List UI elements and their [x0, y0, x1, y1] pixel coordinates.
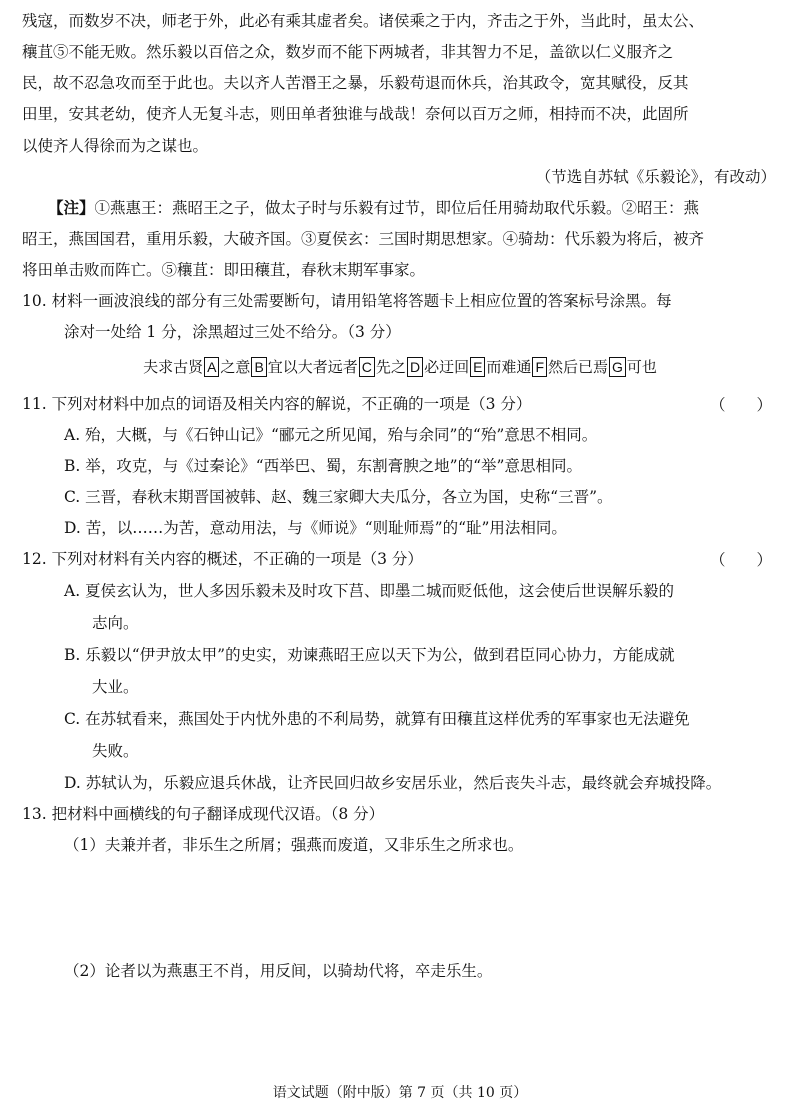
q10-segment: 宜以大者远者	[267, 358, 358, 376]
q10-stem-line-2: 涂对一处给 1 分，涂黑超过三处不给分。（3 分）	[64, 323, 401, 341]
q12-answer-paren[interactable]: （ ）	[709, 551, 772, 569]
passage-line-3: 民，故不忍急攻而至于此也。夫以齐人苦湣王之暴，乐毅苟退而休兵，治其政令，宽其赋役，反其	[22, 74, 689, 92]
q10-segment: 可也	[626, 358, 657, 376]
q10-marker-a[interactable]: A	[204, 357, 219, 377]
passage-source: （节选自苏轼《乐毅论》，有改动）	[535, 168, 776, 186]
q10-marker-g[interactable]: G	[609, 357, 626, 377]
q10-segment: 而难通	[486, 358, 532, 376]
passage-line-1: 残寇，而数岁不决，师老于外，此必有乘其虚者矣。诸侯乘之于内，齐击之于外，当此时，虽太公、	[22, 12, 705, 30]
passage-line-4: 田里，安其老幼，使齐人无复斗志，则田单者独谁与战哉！奈何以百万之师，相持而不决，此固所	[22, 105, 689, 123]
q11-option-d: D. 苦，以……为苦，意动用法，与《师说》“则耻师焉”的“耻”用法相同。	[64, 519, 567, 537]
notes-line-2: 昭王，燕国国君，重用乐毅，大破齐国。③夏侯玄：三国时期思想家。④骑劫：代乐毅为将后，被齐	[22, 230, 705, 248]
passage-line-2: 穰苴⑤不能无败。然乐毅以百倍之众，数岁而不能下两城者，非其智力不足，盖欲以仁义服齐之	[22, 43, 674, 61]
q10-segment: 之意	[220, 358, 251, 376]
q10-marker-e[interactable]: E	[470, 357, 485, 377]
q12-option-b-line-2: 大业。	[92, 678, 139, 696]
page-footer: 语文试题（附中版）第 7 页（共 10 页）	[272, 1085, 528, 1101]
q10-marker-b[interactable]: B	[251, 357, 266, 377]
q12-option-b-line-1: B. 乐毅以“伊尹放太甲”的史实，劝谏燕昭王应以天下为公，做到君臣同心协力，方能成就	[64, 646, 675, 664]
q12-option-d: D. 苏轼认为，乐毅应退兵休战，让齐民回归故乡安居乐业，然后丧失斗志，最终就会弃城投降。	[64, 774, 722, 792]
q10-segment: 先之	[375, 358, 406, 376]
q12-option-c-line-1: C. 在苏轼看来，燕国处于内忧外患的不利局势，就算有田穰苴这样优秀的军事家也无法避免	[64, 710, 690, 728]
notes-line-3: 将田单击败而阵亡。⑤穰苴：即田穰苴，春秋末期军事家。	[22, 261, 426, 279]
q12-stem: 12. 下列对材料有关内容的概述，不正确的一项是（3 分）	[22, 550, 423, 568]
notes-text-1: ①燕惠王：燕昭王之子，做太子时与乐毅有过节，即位后任用骑劫取代乐毅。②昭王：燕	[94, 199, 700, 217]
passage-line-5: 以使齐人得徐而为之谋也。	[22, 137, 209, 155]
q11-option-c: C. 三晋，春秋末期晋国被韩、赵、魏三家卿大夫瓜分，各立为国，史称“三晋”。	[64, 488, 613, 506]
q10-marker-f[interactable]: F	[532, 357, 547, 377]
q10-answer-sequence	[0, 356, 800, 378]
q10-segment: 然后已焉	[548, 358, 609, 376]
q11-answer-paren[interactable]: （ ）	[709, 396, 772, 414]
q10-segment: 必迂回	[424, 358, 470, 376]
q12-option-a-line-1: A. 夏侯玄认为，世人多因乐毅未及时攻下莒、即墨二城而贬低他，这会使后世误解乐毅的	[64, 582, 675, 600]
q10-marker-c[interactable]: C	[359, 357, 375, 377]
q10-stem-line-1: 10. 材料一画波浪线的部分有三处需要断句，请用铅笔将答题卡上相应位置的答案标号涂黑。每	[22, 292, 672, 310]
q13-item-2: （2）论者以为燕惠王不肖，用反间，以骑劫代将，卒走乐生。	[64, 962, 493, 980]
notes-tag: 【注】	[48, 198, 95, 217]
notes-line-1	[48, 197, 699, 219]
q10-segment: 夫求古贤	[143, 358, 204, 376]
q11-option-b: B. 举，攻克，与《过秦论》“西举巴、蜀，东割膏腴之地”的“举”意思相同。	[64, 457, 582, 475]
q13-stem: 13. 把材料中画横线的句子翻译成现代汉语。（8 分）	[22, 805, 385, 823]
q11-stem: 11. 下列对材料中加点的词语及相关内容的解说，不正确的一项是（3 分）	[22, 395, 532, 413]
q13-item-1: （1）夫兼并者，非乐生之所屑；强燕而废道，又非乐生之所求也。	[64, 836, 524, 854]
q11-option-a: A. 殆，大概，与《石钟山记》“郦元之所见闻，殆与余同”的“殆”意思不相同。	[64, 426, 598, 444]
q10-marker-d[interactable]: D	[407, 357, 423, 377]
q12-option-a-line-2: 志向。	[92, 614, 139, 632]
q12-option-c-line-2: 失败。	[92, 742, 139, 760]
